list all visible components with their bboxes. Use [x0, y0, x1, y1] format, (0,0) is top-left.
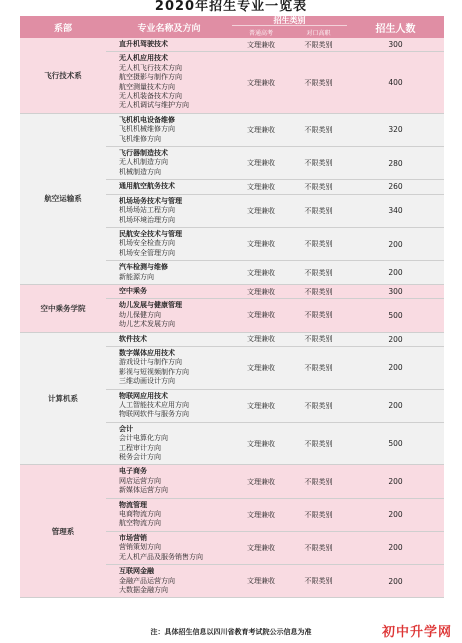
department-block [20, 465, 444, 598]
admission-type: 文理兼收 [247, 287, 275, 296]
vocational-category: 不限类别 [304, 206, 333, 215]
major-direction: 幼儿艺术发展方向 [119, 320, 175, 329]
department-block [20, 38, 444, 114]
major-name: 幼儿发展与健康管理 [119, 301, 182, 310]
table-body [20, 38, 444, 598]
table-row [106, 260, 444, 284]
enrollment-count: 200 [388, 510, 403, 520]
major-name: 互联网金融 [119, 567, 154, 576]
major-cell [106, 423, 232, 465]
major-name: 物联网应用技术 [119, 391, 168, 400]
major-name: 空中乘务 [119, 286, 147, 295]
admission-type: 文理兼收 [247, 78, 275, 87]
major-direction: 工程审计方向 [119, 443, 161, 452]
table-row [106, 194, 444, 227]
major-cell [106, 52, 232, 112]
table-row [106, 465, 444, 497]
watermark-logo: 初中升学网 [378, 620, 456, 641]
table-row [106, 227, 444, 260]
major-name: 电子商务 [119, 467, 147, 476]
major-direction: 机场安全检查方向 [119, 239, 175, 248]
major-cell [106, 499, 232, 531]
enrollment-count: 200 [388, 401, 403, 411]
major-direction: 无人机调试与维护方向 [119, 101, 189, 110]
admission-type: 文理兼收 [247, 182, 275, 191]
major-direction: 无人机装备技术方向 [119, 92, 182, 101]
enrollment-count: 320 [388, 125, 403, 135]
major-direction: 电商物流方向 [119, 510, 161, 519]
major-cell [106, 147, 232, 179]
table-row [106, 114, 444, 146]
vocational-category: 不限类别 [304, 335, 333, 344]
admission-type: 文理兼收 [247, 363, 275, 372]
major-direction: 无人机产品及服务销售方向 [119, 552, 203, 561]
header-category: 招生类别 [232, 16, 347, 26]
admission-type: 文理兼收 [247, 577, 275, 586]
major-name: 物流管理 [119, 500, 147, 509]
major-cell [106, 347, 232, 389]
table-row [106, 179, 444, 193]
major-cell [106, 390, 232, 422]
department-name: 管理系 [51, 526, 75, 536]
admission-type: 文理兼收 [247, 477, 275, 486]
major-name: 数字媒体应用技术 [119, 348, 175, 357]
major-direction: 无人机制造方向 [119, 158, 168, 167]
major-direction: 机场环境治理方向 [119, 215, 175, 224]
vocational-category: 不限类别 [304, 577, 333, 586]
table-header [20, 16, 444, 38]
vocational-category: 不限类别 [304, 311, 333, 320]
department-block [20, 114, 444, 285]
header-category-group [232, 16, 347, 38]
admission-type: 文理兼收 [247, 159, 275, 168]
page-title: 2020年招生专业一览表 [154, 0, 308, 14]
admission-type: 文理兼收 [247, 240, 275, 249]
enrollment-count: 280 [388, 158, 403, 168]
header-major: 专业名称及方向 [137, 23, 201, 34]
enrollment-count: 200 [388, 268, 403, 278]
vocational-category: 不限类别 [304, 287, 333, 296]
major-name: 直升机驾驶技术 [119, 40, 168, 48]
vocational-category: 不限类别 [304, 401, 333, 410]
major-direction: 金融产品运营方向 [119, 576, 175, 585]
enrollment-count: 300 [388, 40, 403, 50]
department-name: 空中乘务学院 [40, 303, 86, 313]
major-direction: 三维动画设计方向 [119, 377, 175, 386]
table-row [106, 298, 444, 331]
vocational-category: 不限类别 [304, 78, 333, 87]
major-name: 软件技术 [119, 334, 147, 343]
table-row [106, 333, 444, 346]
vocational-category: 不限类别 [304, 159, 333, 168]
vocational-category: 不限类别 [304, 543, 333, 552]
admission-type: 文理兼收 [247, 510, 275, 519]
major-name: 机场场务技术与管理 [119, 196, 182, 205]
major-direction: 会计电算化方向 [119, 434, 168, 443]
major-direction: 机场安全管理方向 [119, 248, 175, 257]
major-direction: 影视与短视频制作方向 [119, 367, 189, 376]
major-cell [106, 333, 232, 346]
major-cell [106, 565, 232, 597]
major-direction: 大数据金融方向 [119, 585, 168, 594]
major-direction: 游戏设计与制作方向 [119, 358, 182, 367]
enrollment-count: 340 [388, 206, 403, 216]
table-row [106, 38, 444, 51]
vocational-category: 不限类别 [304, 182, 333, 191]
major-direction: 航空物流方向 [119, 519, 161, 528]
vocational-category: 不限类别 [304, 439, 333, 448]
major-cell [106, 180, 232, 193]
major-name: 飞行器制造技术 [119, 149, 168, 158]
table-row [106, 285, 444, 298]
major-name: 市场营销 [119, 533, 147, 542]
vocational-category: 不限类别 [304, 363, 333, 372]
admission-type: 文理兼收 [247, 401, 275, 410]
major-direction: 人工智能技术应用方向 [119, 401, 189, 409]
admission-type: 文理兼收 [247, 40, 275, 49]
major-cell [106, 195, 232, 227]
vocational-category: 不限类别 [304, 268, 333, 277]
major-direction: 飞机维修方向 [119, 134, 161, 143]
admission-type: 文理兼收 [247, 311, 275, 320]
major-name: 汽车检测与维修 [119, 263, 168, 272]
footnote: 注：具体招生信息以四川省教育考试院公示信息为准 [150, 628, 312, 636]
major-cell [106, 299, 232, 331]
major-name: 会计 [119, 424, 133, 433]
enrollment-count: 400 [388, 78, 403, 88]
department-name: 计算机系 [48, 394, 78, 403]
vocational-category: 不限类别 [304, 510, 333, 519]
major-name: 飞机机电设备维修 [119, 115, 175, 124]
header-count: 招生人数 [375, 23, 416, 35]
major-direction: 幼儿保健方向 [119, 310, 161, 319]
enrollment-count: 500 [388, 310, 403, 320]
major-cell [106, 465, 232, 497]
major-direction: 航空测量技术方向 [119, 82, 175, 91]
major-direction: 航空摄影与制作方向 [119, 73, 182, 82]
table-row [106, 389, 444, 422]
vocational-category: 不限类别 [304, 40, 333, 49]
major-direction: 无人机飞行技术方向 [119, 63, 182, 72]
table-row [106, 346, 444, 389]
header-category-sub-1: 普通高考 [248, 29, 273, 37]
admission-type: 文理兼收 [247, 206, 275, 215]
major-direction: 飞机机械维修方向 [119, 125, 175, 134]
table-row [106, 51, 444, 112]
admissions-table [20, 16, 444, 598]
vocational-category: 不限类别 [304, 125, 333, 134]
department-block [20, 333, 444, 466]
table-row [106, 422, 444, 465]
major-cell [106, 228, 232, 260]
admission-type: 文理兼收 [247, 335, 275, 344]
major-cell [106, 114, 232, 146]
major-direction: 物联网软件与服务方向 [119, 410, 189, 419]
department-name: 飞行技术系 [44, 70, 82, 80]
major-direction: 机械制造方向 [119, 167, 161, 176]
major-direction: 税务会计方向 [119, 453, 161, 462]
enrollment-count: 200 [388, 477, 403, 487]
header-dept: 系部 [53, 23, 72, 34]
vocational-category: 不限类别 [304, 477, 333, 486]
major-cell [106, 38, 232, 51]
table-row [106, 498, 444, 531]
major-direction: 新能源方向 [119, 272, 154, 281]
major-cell [106, 261, 232, 284]
major-direction: 营销策划方向 [119, 543, 161, 552]
table-row [106, 146, 444, 179]
department-name: 航空运输系 [44, 194, 82, 204]
major-name: 无人机应用技术 [119, 54, 168, 63]
vocational-category: 不限类别 [304, 240, 333, 249]
header-category-sub-2: 对口高职 [306, 29, 331, 37]
enrollment-count: 200 [388, 543, 403, 553]
admission-type: 文理兼收 [247, 543, 275, 552]
enrollment-count: 260 [388, 182, 403, 192]
major-direction: 网店运营方向 [119, 476, 161, 485]
department-block [20, 285, 444, 333]
table-row [106, 531, 444, 564]
enrollment-count: 200 [388, 239, 403, 249]
table-row [106, 564, 444, 597]
admission-type: 文理兼收 [247, 268, 275, 277]
enrollment-count: 200 [388, 576, 403, 586]
admission-type: 文理兼收 [247, 125, 275, 134]
major-name: 民航安全技术与管理 [119, 229, 182, 238]
admission-type: 文理兼收 [247, 439, 275, 448]
enrollment-count: 200 [388, 363, 403, 373]
enrollment-count: 300 [388, 287, 403, 297]
enrollment-count: 200 [388, 334, 403, 344]
major-direction: 新媒体运营方向 [119, 486, 168, 495]
major-name: 通用航空航务技术 [119, 182, 175, 191]
major-cell [106, 285, 232, 298]
major-direction: 机场场站工程方向 [119, 206, 175, 215]
major-cell [106, 532, 232, 564]
enrollment-count: 500 [388, 439, 403, 449]
